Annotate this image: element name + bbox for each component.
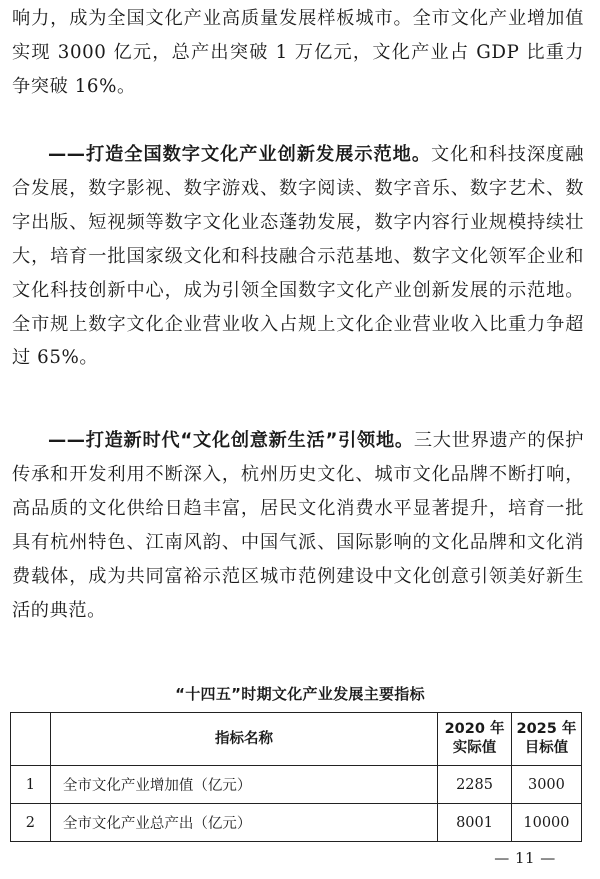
- paragraph-1-text: 响力，成为全国文化产业高质量发展样板城市。全市文化产业增加值实现 3000 亿元，总产出突破 1 万亿元，文化产业占 GDP 比重力争突破 16%。: [12, 8, 584, 97]
- table-header-row: [11, 713, 582, 766]
- row-name: 全市文化产业总产出（亿元）: [50, 804, 437, 842]
- header-2025: [511, 713, 581, 766]
- header-2020-label: 实际值: [452, 740, 497, 756]
- row-name: 全市文化产业增加值（亿元）: [50, 766, 437, 804]
- page-number: — 11 —: [494, 849, 556, 867]
- paragraph-2-body: 文化和科技深度融合发展，数字影视、数字游戏、数字阅读、数字音乐、数字艺术、数字出版、短视频等数字文化业态蓬勃发展，数字内容行业规模持续壮大，培育一批国家级文化和科技融合示范基地、数字文化领军企业和文化科技创新中心，成为引领全国数字文化产业创新发展的示范地。全市规上数字文化企业营业收入占规上文化企业营业收入比重力争超过 65%。: [12, 144, 584, 369]
- header-2020-year: 2020 年: [444, 721, 505, 737]
- row-value-2025: 3000: [511, 766, 581, 804]
- paragraph-3-heading: ——打造新时代“文化创意新生活”引领地。: [48, 430, 414, 451]
- paragraph-1: [12, 2, 584, 104]
- paragraph-2-heading: ——打造全国数字文化产业创新发展示范地。: [48, 144, 432, 165]
- paragraph-2: [12, 138, 584, 375]
- header-name: 指标名称: [50, 713, 437, 766]
- table-row: [11, 804, 582, 842]
- indicators-table: [10, 712, 582, 842]
- table-title: “十四五”时期文化产业发展主要指标: [175, 685, 425, 703]
- header-index: [11, 713, 51, 766]
- row-index: 2: [11, 804, 51, 842]
- paragraph-3-body: 三大世界遗产的保护传承和开发利用不断深入，杭州历史文化、城市文化品牌不断打响，高品质的文化供给日趋丰富，居民文化消费水平显著提升，培育一批具有杭州特色、江南风韵、中国气派、国际影响的文化品牌和文化消费载体，成为共同富裕示范区城市范例建设中文化创意引领美好新生活的典范。: [12, 430, 584, 621]
- table-row: [11, 766, 582, 804]
- paragraph-3: [12, 424, 584, 627]
- header-2020: [438, 713, 512, 766]
- header-2025-year: 2025 年: [516, 721, 577, 737]
- row-value-2020: 8001: [438, 804, 512, 842]
- row-index: 1: [11, 766, 51, 804]
- row-value-2025: 10000: [511, 804, 581, 842]
- header-2025-label: 目标值: [524, 740, 569, 756]
- row-value-2020: 2285: [438, 766, 512, 804]
